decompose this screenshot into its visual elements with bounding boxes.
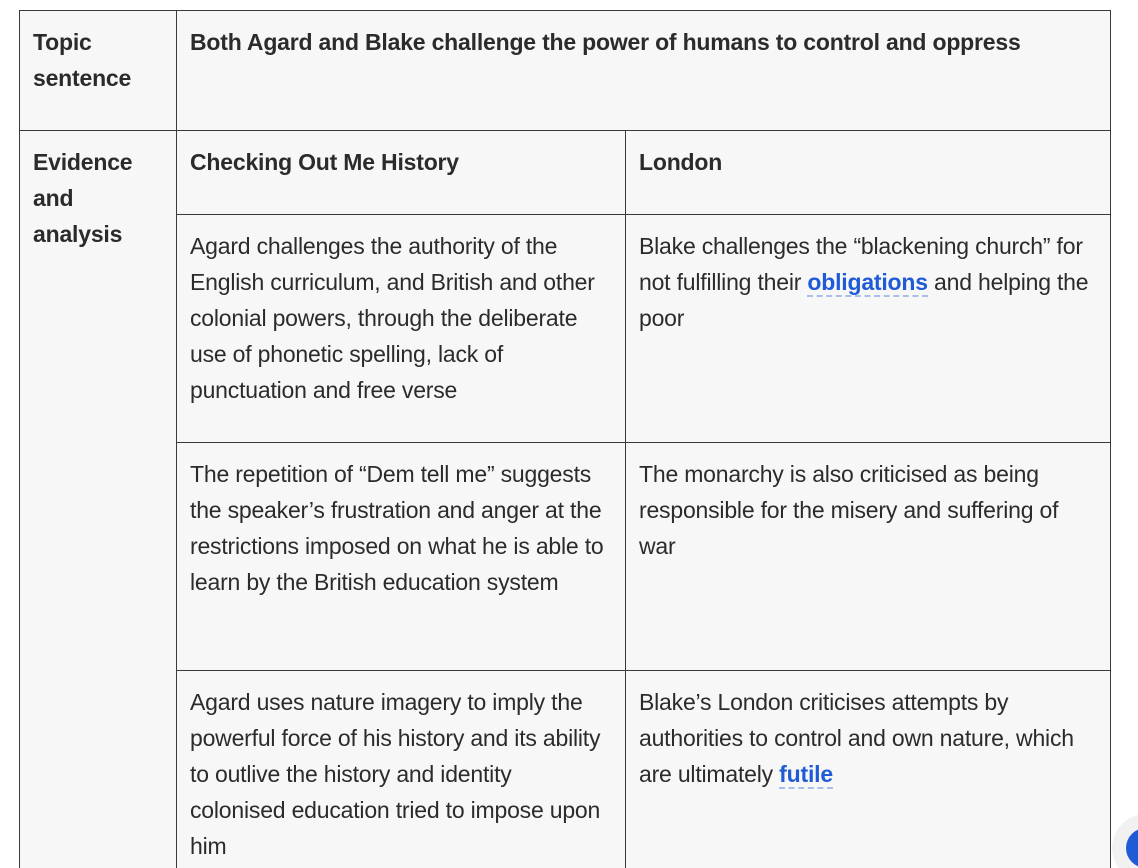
topic-sentence: Both Agard and Blake challenge the power of humans to control and oppress	[177, 11, 1111, 131]
agard-point-3: Agard uses nature imagery to imply the powerful force of his history and its ability to outlive the history and identity colonised education tried to impose upon him	[177, 671, 626, 868]
blake-point-3	[626, 671, 1111, 868]
glossary-link-futile[interactable]: futile	[779, 761, 833, 787]
essay-plan-table	[19, 10, 1111, 868]
glossary-link-obligations[interactable]: obligations	[807, 269, 928, 295]
table-row	[20, 671, 1111, 868]
column-header-agard: Checking Out Me History	[177, 131, 626, 215]
table-row	[20, 443, 1111, 671]
topic-row	[20, 11, 1111, 131]
topic-label: Topic sentence	[20, 11, 177, 131]
blake-point-1-text-end: and helping the poor	[639, 269, 1089, 331]
agard-point-1: Agard challenges the authority of the English curriculum, and British and other colonial powers, through the deliberate use of phonetic spelling, lack of punctuation and free verse	[177, 215, 626, 443]
table-row	[20, 215, 1111, 443]
column-header-row	[20, 131, 1111, 215]
chat-widget-button[interactable]	[1126, 828, 1138, 868]
blake-point-1	[626, 215, 1111, 443]
column-header-blake: London	[626, 131, 1111, 215]
blake-point-1-text: Blake challenges the “blackening church” for not fulfilling their	[639, 233, 1083, 295]
blake-point-3-text: Blake’s London criticises attempts by authorities to control and own nature, which are ultimately	[639, 689, 1074, 787]
blake-point-2: The monarchy is also criticised as being responsible for the misery and suffering of war	[626, 443, 1111, 671]
evidence-label: Evidence and analysis	[20, 131, 177, 868]
agard-point-2: The repetition of “Dem tell me” suggests the speaker’s frustration and anger at the restrictions imposed on what he is able to learn by the British education system	[177, 443, 626, 671]
